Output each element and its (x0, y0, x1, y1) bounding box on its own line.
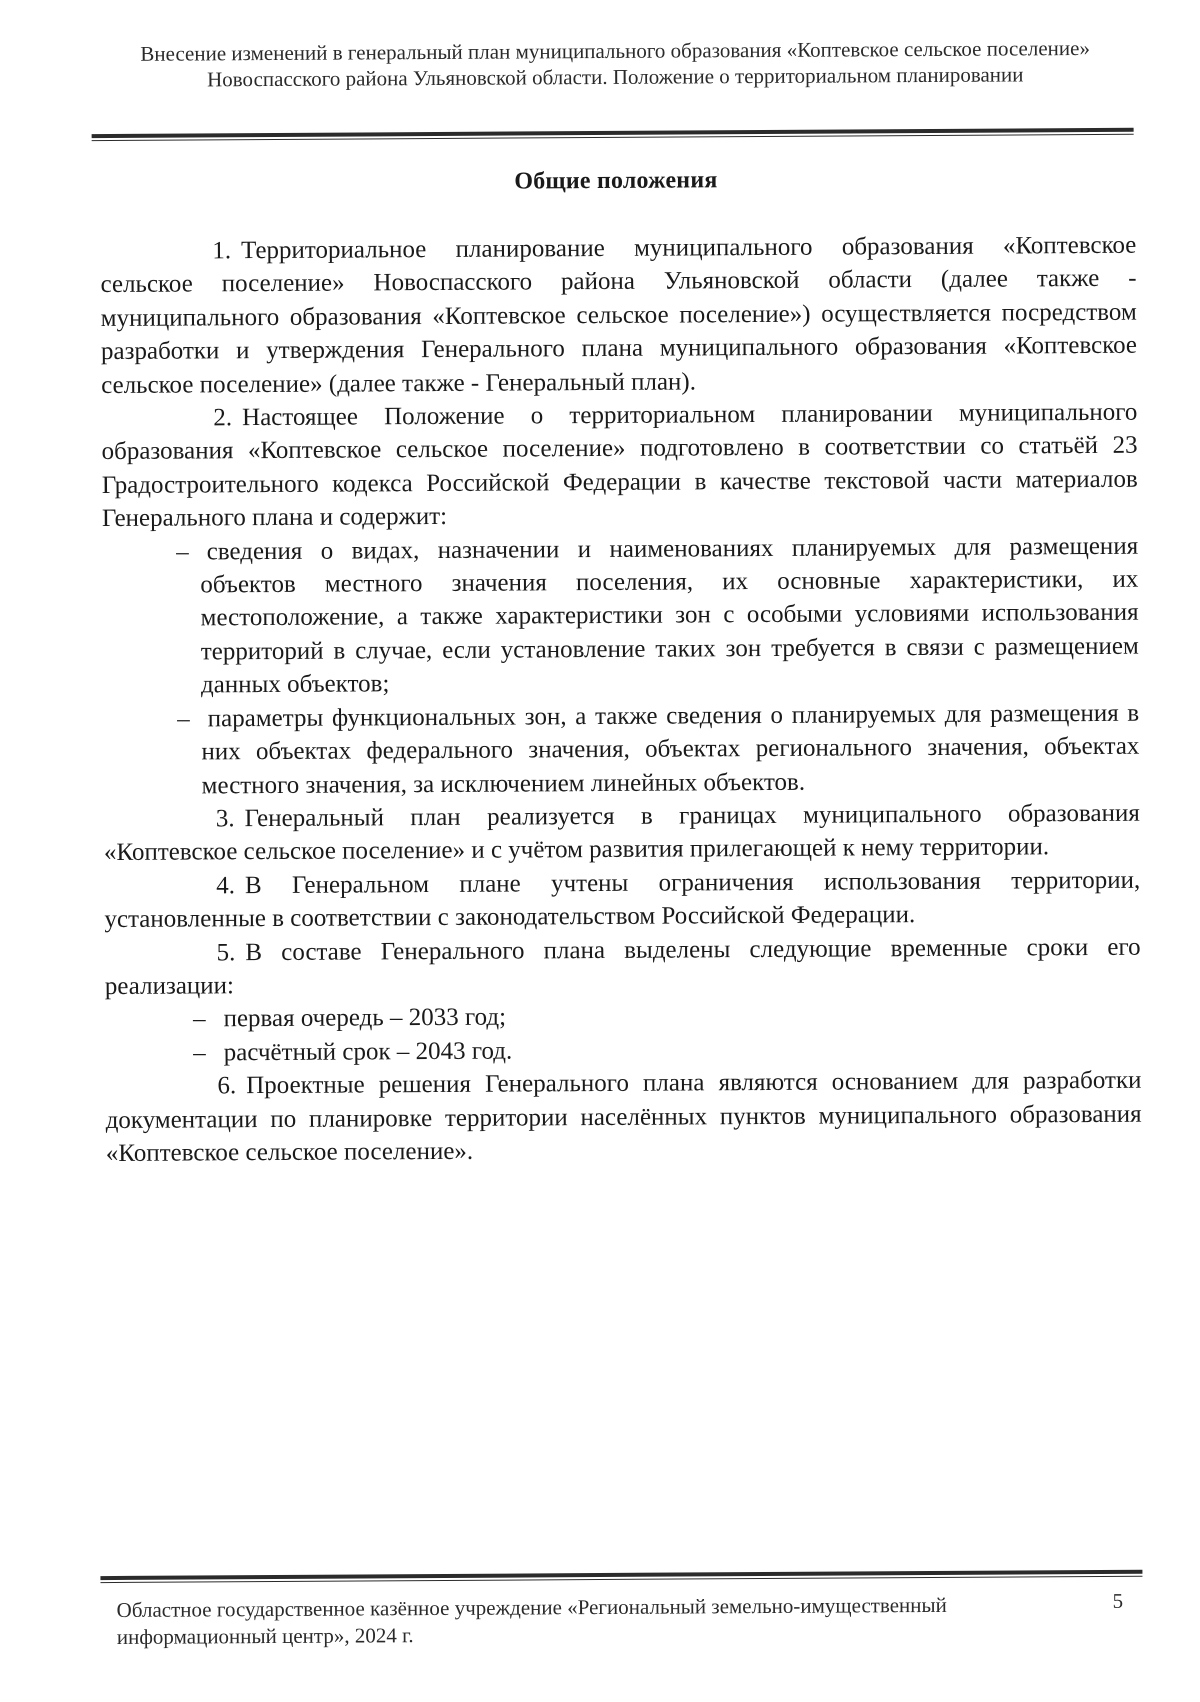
paragraph-number: 6. (217, 1072, 237, 1100)
list-item (193, 1030, 1141, 1069)
paragraph-number: 2. (213, 404, 233, 432)
list-item (192, 997, 1141, 1036)
list-item-text: расчётный срок – 2043 год. (223, 1037, 513, 1067)
paragraph-text: Проектные решения Генерального плана являются основанием для разработки документации по планировке территории населённых пунктов муниципального образования «Коптевское сельское поселение». (105, 1066, 1142, 1167)
paragraph-number: 1. (212, 237, 232, 265)
list-item-text: первая очередь – 2033 год; (223, 1003, 507, 1033)
list-dash: – (176, 538, 189, 566)
list-item-text: сведения о видах, назначении и наименованиях планируемых для размещения объектов местного значения поселения, их основные характеристики, их местоположение, а также характеристики зон с особыми условиями использования территорий в случае, если установление таких зон требуется в связи с размещением данных объектов; (200, 532, 1139, 699)
list-dash: – (192, 1005, 206, 1033)
page-number: 5 (1112, 1588, 1124, 1613)
paragraph-number: 5. (216, 938, 236, 966)
footer-organization: Областное государственное казённое учреждение «Региональный земельно-имущественный информационный центр», 2024 г. (116, 1592, 947, 1649)
list-item-text: параметры функциональных зон, а также сведения о планируемых для размещения в них объектах федерального значения, объектах регионального значения, объектах местного значения, за исключением линейных объектов. (201, 699, 1140, 799)
paragraph-6 (105, 1064, 1142, 1171)
header-divider (92, 128, 1134, 141)
paragraph-number: 4. (216, 871, 236, 900)
running-header: Внесение изменений в генеральный план муниципального образования «Коптевское сельское поселение» Новоспасского района Ульяновской области. Положение о территориальном планировании (140, 35, 1091, 92)
document-body (100, 229, 1142, 1171)
paragraph-text: В Генеральном плане учтены ограничения использования территории, установленные в соответствии с законодательством Российской Федерации. (104, 866, 1141, 934)
list-item (176, 529, 1139, 702)
paragraph-number: 3. (215, 805, 235, 833)
list-dash: – (193, 1039, 206, 1067)
paragraph-text: Настоящее Положение о территориальном планировании муниципального образования «Коптевское сельское поселение» подготовлено в соответствии со статьёй 23 Градостроительного кодекса Российской Федерации в качестве текстовой части материалов Генерального плана и содержит: (101, 398, 1138, 533)
paragraph-text: Генеральный план реализуется в границах муниципального образования «Коптевское сельское поселение» и с учётом развития прилегающей к нему территории. (103, 799, 1140, 867)
paragraph-text: В составе Генерального плана выделены следующие временные сроки его реализации: (104, 933, 1141, 1000)
paragraph-text: Территориальное планирование муниципального образования «Коптевское сельское поселение» Новоспасского района Ульяновской области (далее также - муниципального образования «Коптевское сельское поселение») осуществляется посредством разработки и утверждения Генерального плана муниципального образования «Коптевское сельское поселение» (далее также - Генеральный план). (100, 231, 1138, 399)
section-title: Общие положения (514, 167, 718, 195)
footer-divider (100, 1570, 1142, 1583)
paragraph-5 (105, 930, 1141, 1003)
paragraph-3 (104, 797, 1140, 870)
paragraph-2 (101, 396, 1138, 536)
paragraph-1 (100, 229, 1137, 402)
list-item (177, 696, 1140, 802)
list-dash: – (177, 705, 190, 733)
paragraph-4 (104, 863, 1140, 936)
